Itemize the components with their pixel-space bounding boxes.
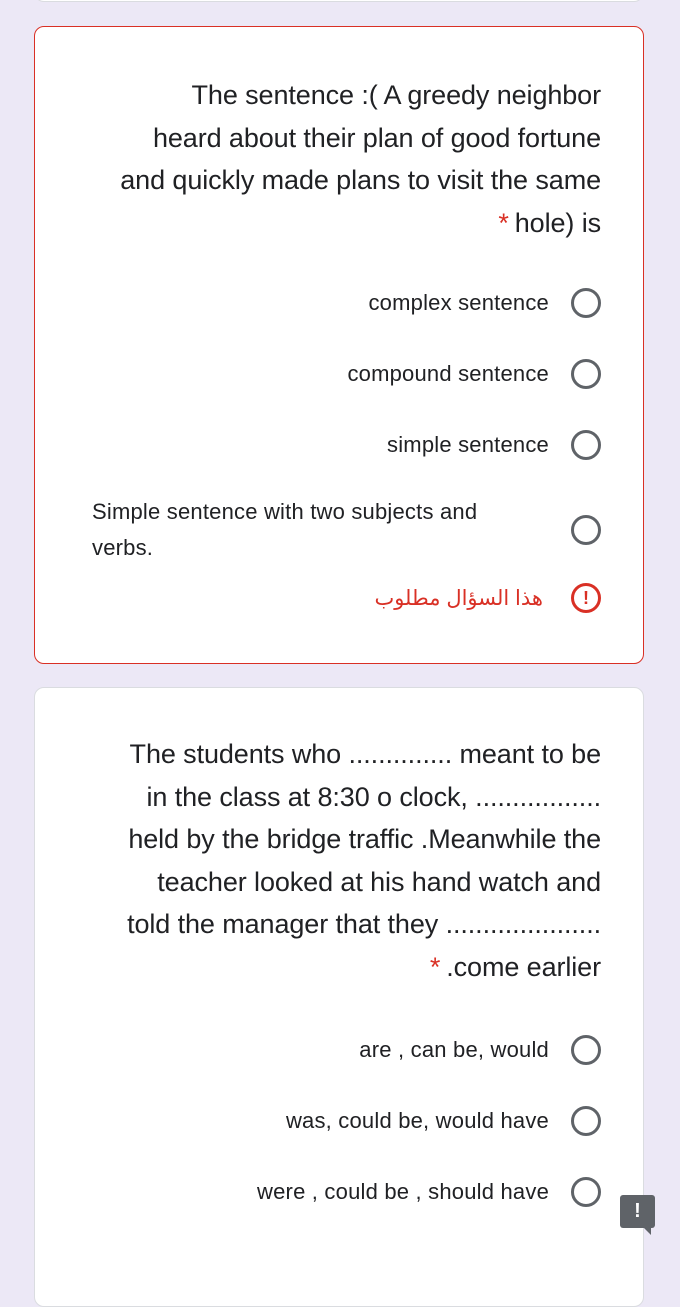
required-error-text: هذا السؤال مطلوب <box>374 586 543 610</box>
option-label: simple sentence <box>387 432 549 457</box>
option-were-could-be-should-have[interactable] <box>257 1174 601 1210</box>
option-label: compound sentence <box>347 361 549 386</box>
previous-question-card <box>34 0 644 2</box>
radio-button[interactable] <box>571 515 601 545</box>
report-issue-icon[interactable]: ! <box>620 1195 655 1228</box>
option-label: complex sentence <box>368 290 549 315</box>
required-asterisk: * <box>498 207 509 238</box>
question-line: hole) is <box>514 207 601 238</box>
required-asterisk: * <box>429 951 441 982</box>
question-line: The students who .............. meant to be <box>129 739 601 769</box>
option-simple-sentence[interactable] <box>387 427 601 463</box>
question-line: .come earlier <box>446 951 601 982</box>
radio-button[interactable] <box>571 1177 601 1207</box>
option-are-can-be-would[interactable] <box>359 1032 601 1068</box>
option-compound-sentence[interactable] <box>347 356 601 392</box>
option-simple-sentence-two-subjects[interactable] <box>92 494 601 566</box>
question-line: teacher looked at his hand watch and <box>157 866 601 897</box>
question-line: held by the bridge traffic .Meanwhile the <box>128 824 601 854</box>
option-label: was, could be, would have <box>285 1108 549 1133</box>
question-line: and quickly made plans to visit the same <box>120 165 601 195</box>
radio-button[interactable] <box>571 359 601 389</box>
question-title <box>127 733 601 988</box>
radio-button[interactable] <box>571 288 601 318</box>
radio-button[interactable] <box>571 1106 601 1136</box>
question-line-last <box>127 946 601 989</box>
question-card-1 <box>34 26 644 664</box>
option-label: Simple sentence with two subjects and verbs. <box>92 499 478 560</box>
question-line-last <box>120 202 601 245</box>
option-complex-sentence[interactable] <box>368 285 601 321</box>
question-line: in the class at 8:30 o clock, ................. <box>146 781 601 812</box>
option-label: are , can be, would <box>359 1037 549 1062</box>
required-error <box>374 583 601 613</box>
question-line: The sentence :( A greedy neighbor <box>191 80 601 110</box>
exclamation-icon: ! <box>571 583 601 613</box>
question-line: told the manager that they ..................... <box>127 909 601 939</box>
question-card-2 <box>34 687 644 1307</box>
question-line: heard about their plan of good fortune <box>152 122 601 153</box>
option-label: were , could be , should have <box>257 1179 549 1204</box>
question-title <box>120 74 601 244</box>
radio-button[interactable] <box>571 1035 601 1065</box>
radio-button[interactable] <box>571 430 601 460</box>
option-was-could-be-would-have[interactable] <box>286 1103 601 1139</box>
